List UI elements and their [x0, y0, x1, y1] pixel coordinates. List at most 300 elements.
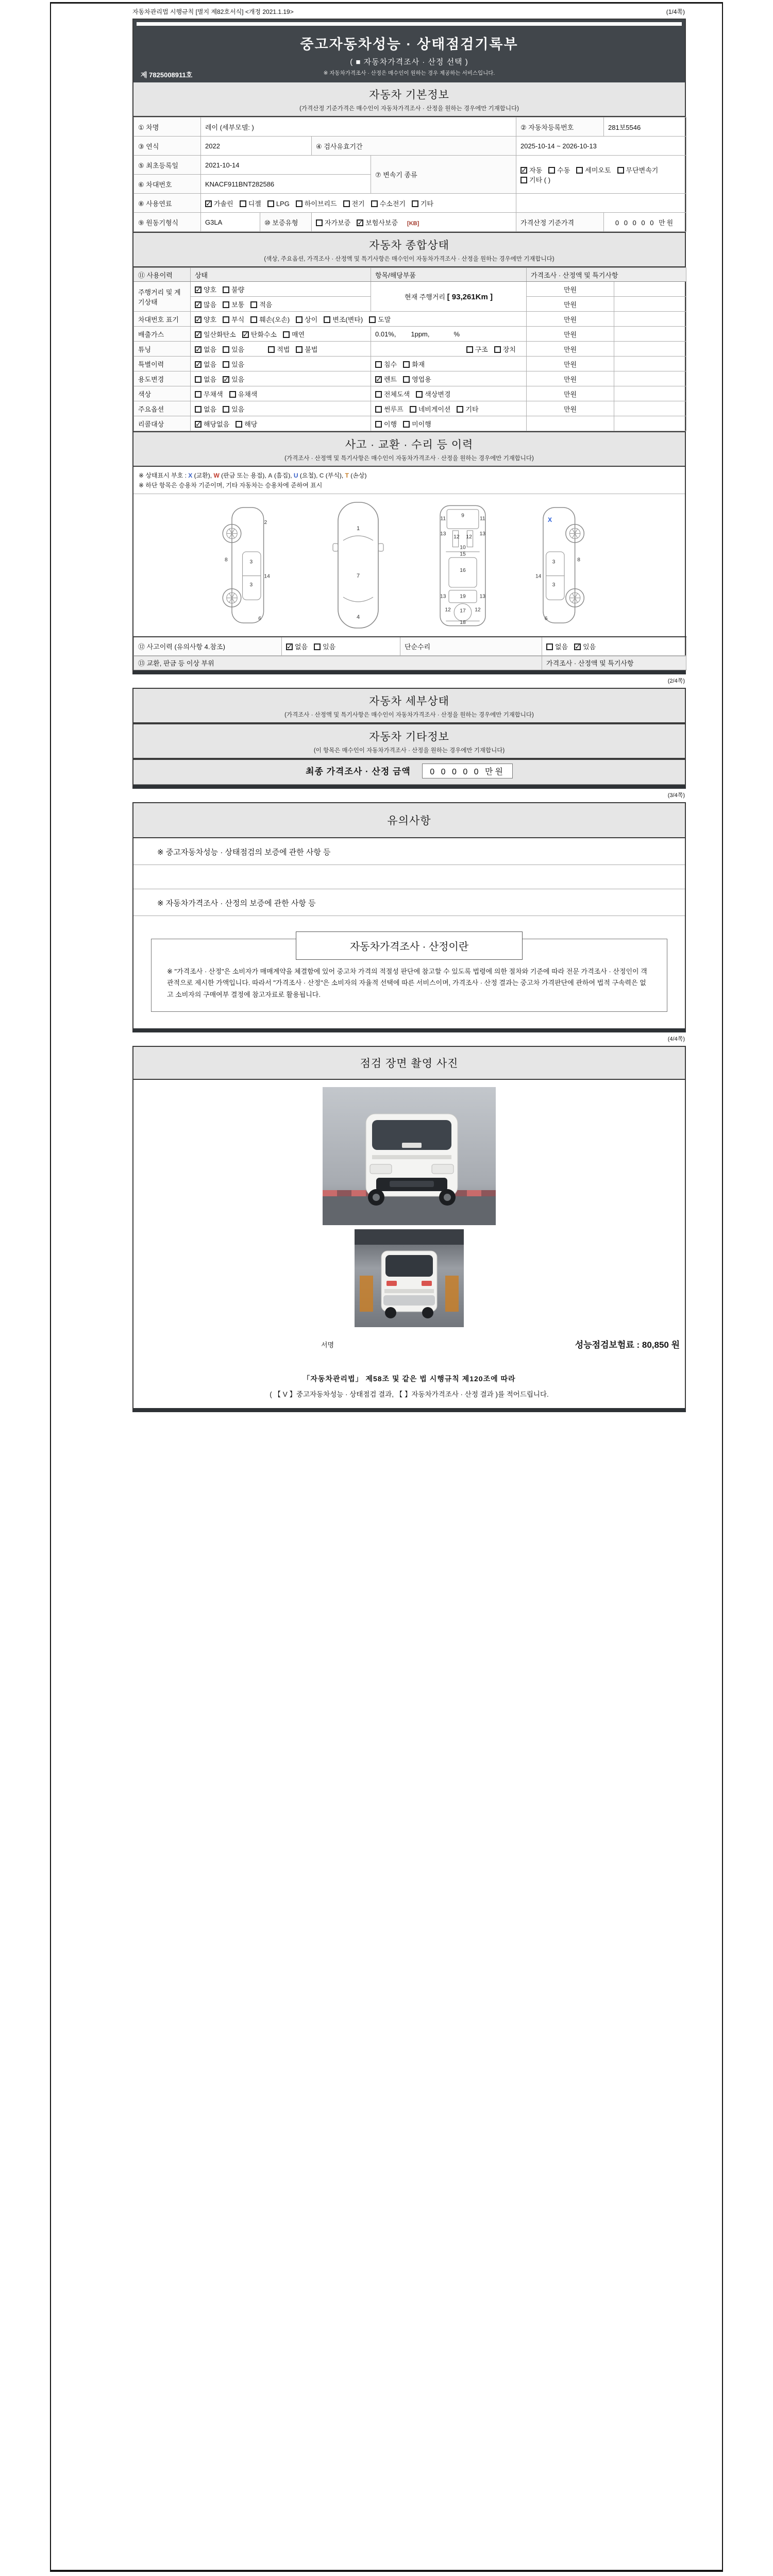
checkbox-option: [195, 404, 216, 414]
checkbox-label: 해당: [244, 420, 258, 428]
checkbox[interactable]: [375, 376, 382, 383]
state-cell: [191, 327, 371, 342]
checkbox-label: 기타 ( ): [529, 176, 551, 184]
panel-number: 6: [544, 616, 548, 622]
checkbox-label: 없음: [295, 642, 308, 651]
checkbox-label: 해당없음: [204, 420, 230, 428]
checkbox-option: [520, 165, 542, 175]
page-marker: (3/4쪽): [667, 792, 685, 799]
panel-damage-table: [133, 656, 686, 670]
checkbox-label: 기타: [465, 405, 479, 413]
checkbox[interactable]: [375, 406, 382, 413]
state-cell: [191, 342, 371, 357]
checkbox[interactable]: [375, 421, 382, 428]
checkbox-option: [267, 200, 290, 208]
checkbox[interactable]: [316, 219, 323, 226]
note-cell: [614, 342, 686, 357]
checkbox-option: [371, 198, 406, 208]
section-detail-header: [133, 689, 685, 723]
legend-code: (교환),: [192, 472, 214, 479]
checkbox-label: 가솔린: [214, 199, 233, 208]
column-header: 가격조사 · 산정액 및 특기사항: [542, 656, 686, 670]
table-header-row: [134, 656, 686, 670]
checkbox-option: [236, 419, 257, 429]
column-header: ⑪ 사용이력: [134, 268, 191, 282]
checkbox-option: [283, 329, 305, 339]
document-frame: [50, 2, 723, 2572]
checkbox-option: [223, 314, 244, 324]
checkbox-option: [576, 165, 611, 175]
checkbox[interactable]: [403, 361, 410, 368]
checkbox-option: [195, 329, 236, 339]
checkbox[interactable]: [617, 167, 624, 174]
checkbox-group: [195, 316, 397, 324]
column-header: 항목/해당부품: [371, 268, 527, 282]
checkbox-label: 없음: [204, 360, 217, 368]
inspection-photos: [133, 1080, 685, 1331]
checkbox[interactable]: [223, 406, 229, 413]
state-cell: [191, 386, 371, 401]
section-basic-info-header: [133, 82, 685, 117]
checkbox[interactable]: [223, 346, 229, 353]
checkbox[interactable]: [195, 346, 201, 353]
checkbox-option: [314, 641, 335, 651]
checkbox-label: 침수: [384, 360, 397, 368]
checkbox[interactable]: [195, 286, 201, 293]
footer-line-1: 「자동차관리법」 제58조 및 같은 법 시행규칙 제120조에 따라: [303, 1374, 516, 1383]
checkbox-option: [286, 641, 308, 651]
vin-label: ⑥ 차대번호: [134, 175, 201, 194]
checkbox[interactable]: [195, 331, 201, 338]
odometer-cell: [371, 282, 527, 312]
simple-repair-options: [542, 637, 686, 655]
checkbox-option: [375, 404, 404, 414]
note-cell: [614, 282, 686, 297]
checkbox-group: [195, 376, 250, 383]
checkbox[interactable]: [283, 331, 290, 338]
checkbox-option: [375, 374, 397, 384]
checkbox[interactable]: [240, 200, 246, 207]
checkbox-label: 전체도색: [384, 390, 410, 398]
item-cell: [371, 401, 527, 416]
checkbox[interactable]: [546, 643, 553, 650]
price-cell: 만원: [527, 342, 614, 357]
checkbox[interactable]: [375, 361, 382, 368]
checkbox[interactable]: [574, 643, 581, 650]
legend-code: C: [319, 472, 324, 479]
item-cell: 0.01%, 1ppm, %: [371, 327, 527, 342]
checkbox-option: [316, 217, 350, 227]
year-label: ③ 연식: [134, 137, 201, 156]
checkbox-label: 무채색: [204, 390, 223, 398]
checkbox-group: [195, 405, 250, 413]
table-row: [134, 327, 686, 342]
document-footer: [133, 1374, 685, 1408]
car-view-3: [427, 499, 499, 632]
note-cell: [614, 371, 686, 386]
checkbox[interactable]: [371, 200, 378, 207]
checkbox[interactable]: [236, 421, 242, 428]
legend-code: ※ 상태표시 부호 :: [139, 472, 189, 479]
checkbox-label: 미이행: [412, 420, 431, 428]
first-reg-value: 2021-10-14: [201, 156, 371, 175]
accident-history-options: [282, 637, 400, 655]
panel-number: 3: [552, 559, 556, 565]
panel-number: 12: [475, 607, 481, 613]
fuel-empty-cell: [516, 194, 686, 213]
signature-row: [133, 1336, 685, 1352]
note-cell: [614, 357, 686, 371]
checkbox[interactable]: [223, 316, 229, 323]
table-row: [134, 282, 686, 297]
panel-number: 12: [445, 607, 451, 613]
price-definition-title: 자동차가격조사 · 산정이란: [296, 931, 523, 960]
state-code-legend: [139, 471, 680, 480]
table-row: [134, 342, 686, 357]
checkbox-option: [223, 374, 244, 384]
checkbox[interactable]: [223, 301, 229, 308]
checkbox[interactable]: [223, 376, 229, 383]
final-price-label: 최종 가격조사 · 산정 금액: [306, 766, 411, 776]
checkbox[interactable]: [520, 177, 527, 183]
item-cell: [371, 386, 527, 401]
base-price-label: 가격산정 기준가격: [516, 213, 604, 232]
checkbox[interactable]: [296, 200, 303, 207]
panel-number: 9: [461, 513, 464, 519]
checkbox[interactable]: [205, 200, 212, 207]
checkbox-label: 보험사보증: [365, 218, 398, 227]
item-cell: [371, 371, 527, 386]
checkbox-label: 많음: [204, 300, 217, 309]
checkbox-label: 기타: [420, 199, 434, 208]
overall-title: 자동차 종합상태: [369, 240, 449, 251]
accident-title: 사고 · 교환 · 수리 등 이력: [345, 439, 474, 451]
checkbox-option: [548, 165, 570, 175]
checkbox-label: 장치: [502, 345, 516, 353]
row-label: 주요옵션: [134, 401, 191, 416]
table-row: [134, 416, 686, 431]
checkbox-label: 있음: [231, 360, 245, 368]
checkbox-label: 하이브리드: [304, 199, 337, 208]
checkbox[interactable]: [576, 167, 583, 174]
checkbox-option: [250, 299, 272, 309]
panel-number: 13: [479, 594, 485, 600]
checkbox[interactable]: [343, 200, 350, 207]
checkbox[interactable]: [324, 316, 330, 323]
legend-code: (부식),: [324, 472, 345, 479]
table-row: [134, 386, 686, 401]
checkbox[interactable]: [250, 301, 257, 308]
note-cell: [614, 386, 686, 401]
checkbox-label: 수동: [557, 166, 570, 174]
panel-number: 17: [460, 608, 466, 614]
checkbox-label: 부식: [231, 315, 245, 324]
accident-history-group: [286, 643, 342, 651]
checkbox-group: [375, 405, 485, 413]
panel-number: 14: [535, 573, 542, 580]
checkbox-label: 없음: [204, 345, 217, 353]
panel-number: 3: [552, 582, 556, 588]
legend-code: X: [188, 472, 193, 479]
photos-title: 점검 장면 촬영 사진: [360, 1057, 459, 1070]
table-row: [134, 371, 686, 386]
footer-line-2: ( 【 V 】중고자동차성능 · 상태점검 결과, 【 】자동차가격조사 · 산정 결과 )를 적어드립니다.: [270, 1390, 549, 1398]
checkbox[interactable]: [314, 643, 321, 650]
checkbox-label: 있음: [231, 375, 245, 383]
checkbox-option: [457, 404, 478, 414]
checkbox[interactable]: [357, 219, 363, 226]
checkbox-option: [250, 314, 290, 324]
checkbox[interactable]: [195, 301, 201, 308]
checkbox[interactable]: [286, 643, 293, 650]
checkbox-label: 없음: [204, 405, 217, 413]
note-cell: [614, 297, 686, 312]
page-1: [132, 19, 686, 674]
panel-number: 19: [460, 594, 466, 600]
panel-number: 10: [460, 545, 466, 551]
checkbox-label: 네비게이션: [418, 405, 451, 413]
car-view-1: [217, 499, 290, 632]
checkbox-group: [375, 420, 438, 428]
checkbox-option: [375, 419, 397, 429]
checkbox-label: 수소전기: [379, 199, 406, 208]
checkbox-option: [268, 344, 290, 354]
panel-number: 15: [460, 551, 466, 557]
checkbox[interactable]: [369, 316, 376, 323]
checkbox-option: [296, 198, 337, 208]
price-cell: 만원: [527, 282, 614, 297]
legend-code: (흠집),: [272, 472, 294, 479]
checkbox-option: [369, 314, 391, 324]
price-definition-body: ※ "가격조사 · 산정"은 소비자가 매매계약을 체결함에 있어 중고차 가격의 적절성 판단에 참고할 수 있도록 법령에 의한 절차와 기준에 따라 전문 가격조사 · 산정인이 객관적으로 제시한 가액입니다. 따라서 "가격조사 · 산정"은 소비자의 자율적 선택에 따른 서비스이며, 가격조사 · 산정 결과는 중고차 가격판단에 관하여 법적 구속력은 없고 소비자의 구매여부 결정에 참고자료로 활용됩니다.: [167, 967, 647, 998]
checkbox-label: 무단변속기: [626, 166, 659, 174]
checkbox-label: 훼손(오손): [259, 315, 290, 324]
checkbox-label: 일산화탄소: [204, 330, 236, 338]
section-overall-header: [133, 232, 685, 267]
checkbox-label: 유채색: [238, 390, 258, 398]
table-header-row: [134, 268, 686, 282]
table-row: [134, 312, 686, 327]
checkbox-label: 전기: [351, 199, 365, 208]
checkbox-option: [195, 374, 216, 384]
note-cell: [614, 416, 686, 431]
year-value: 2022: [201, 137, 312, 156]
form-reference: 자동차관리법 시행규칙 [별지 제82호서식] <개정 2021.1.19>: [132, 8, 294, 15]
checkbox[interactable]: [403, 421, 410, 428]
note-cell: [614, 312, 686, 327]
panel-number: 13: [440, 594, 446, 600]
checkbox-group: [195, 361, 250, 368]
checkbox[interactable]: [412, 200, 418, 207]
panel-number: 16: [460, 568, 466, 574]
state-cell: [191, 312, 527, 327]
notice-block2-list: [133, 916, 685, 931]
checkbox-label: 적법: [277, 345, 290, 353]
state-cell: [191, 357, 371, 371]
checkbox[interactable]: [223, 286, 229, 293]
checkbox-option: [195, 314, 216, 324]
checkbox[interactable]: [229, 391, 236, 398]
inspection-premium: 성능점검보험료 : 80,850 원: [575, 1340, 680, 1350]
checkbox-option: [195, 419, 229, 429]
checkbox[interactable]: [195, 391, 201, 398]
row-label: 차대번호 표기: [134, 312, 191, 327]
panel-number: 6: [258, 616, 261, 622]
basic-info-subtitle: (가격산정 기준가격은 매수인이 자동차가격조사 · 산정을 원하는 경우에만 기재합니다): [299, 106, 519, 112]
checkbox-option: [296, 314, 317, 324]
panel-number: 8: [577, 557, 580, 563]
engine-type-label: ⑨ 원동기형식: [134, 213, 201, 232]
final-price-bar: [133, 759, 685, 785]
legend-code: (요철),: [298, 472, 320, 479]
title-stripe: [137, 22, 682, 26]
price-cell: 만원: [527, 386, 614, 401]
checkbox-label: 보통: [231, 300, 245, 309]
checkbox-label: 세미오토: [585, 166, 611, 174]
price-cell: 만원: [527, 312, 614, 327]
checkbox-option: [229, 389, 258, 399]
simple-repair-label: 단순수리: [400, 637, 542, 655]
checkbox-label: 화재: [412, 360, 425, 368]
vin-value: KNACF911BNT282586: [201, 175, 371, 194]
notice-body: [133, 838, 685, 1028]
column-header: 상태: [191, 268, 371, 282]
panel-number: 12: [466, 534, 472, 540]
checkbox[interactable]: [296, 316, 303, 323]
checkbox[interactable]: [242, 331, 249, 338]
checkbox-label: 없음: [204, 375, 217, 383]
checkbox-label: 있음: [231, 405, 245, 413]
checkbox-label: LPG: [276, 199, 290, 208]
checkbox-label: 렌트: [384, 375, 397, 383]
checkbox-option: [375, 389, 410, 399]
panel-number: 1: [356, 526, 360, 532]
page-marker: (4/4쪽): [667, 1036, 685, 1042]
checkbox-group: [268, 346, 324, 353]
note-cell: [614, 401, 686, 416]
checkbox-option: [375, 359, 397, 369]
state-cell: [191, 416, 371, 431]
checkbox-label: 있음: [583, 642, 596, 651]
checkbox-label: 불법: [305, 345, 318, 353]
transmission-options: [516, 156, 686, 194]
document-number: 제 7825008911호: [141, 71, 193, 79]
panel-number: 18: [460, 619, 466, 625]
checkbox[interactable]: [466, 346, 473, 353]
checkbox-option: [242, 329, 277, 339]
legend-code: (손상): [348, 472, 367, 479]
car-view-4: [529, 499, 601, 632]
document-subtitle: ( ■ 자동차가격조사 · 산정 선택 ): [350, 58, 468, 66]
checkbox-option: [195, 359, 216, 369]
checkbox-label: 영업용: [412, 375, 431, 383]
checkbox-label: 썬루프: [384, 405, 404, 413]
panel-number: 14: [264, 573, 270, 580]
checkbox-option: [574, 641, 596, 651]
row-label: 주행거리 및 계기상태: [134, 282, 191, 312]
checkbox-group: [375, 391, 457, 398]
checkbox-label: 자동: [529, 166, 543, 174]
checkbox[interactable]: [375, 391, 382, 398]
transmission-label: ⑦ 변속기 종류: [371, 156, 516, 194]
checkbox[interactable]: [403, 376, 410, 383]
price-cell: 만원: [527, 371, 614, 386]
checkbox[interactable]: [410, 406, 416, 413]
checkbox-group: [195, 420, 263, 428]
page-2: [132, 688, 686, 789]
panel-number: 7: [356, 573, 360, 579]
legend-code: (판금 또는 용접),: [219, 472, 268, 479]
panel-number: 4: [356, 614, 360, 620]
checkbox[interactable]: [223, 361, 229, 368]
row-label: 리콜대상: [134, 416, 191, 431]
checkbox[interactable]: [520, 167, 527, 174]
checkbox[interactable]: [195, 316, 201, 323]
checkbox[interactable]: [195, 376, 201, 383]
price-definition-box: [151, 939, 667, 1012]
checkbox-option: [223, 404, 244, 414]
state-cell: [191, 282, 371, 297]
checkbox-option: [223, 284, 244, 294]
engine-type-value: G3LA: [201, 213, 260, 232]
checkbox-label: 있음: [231, 345, 245, 353]
checkbox[interactable]: [548, 167, 555, 174]
checkbox[interactable]: [267, 200, 274, 207]
price-cell: 만원: [527, 327, 614, 342]
checkbox-option: [296, 344, 317, 354]
notice-block2-head: ※ 자동차가격조사 · 산정의 보증에 관한 사항 등: [133, 889, 685, 916]
checkbox[interactable]: [494, 346, 501, 353]
checkbox-option: [410, 404, 451, 414]
checkbox[interactable]: [416, 391, 423, 398]
checkbox[interactable]: [268, 346, 275, 353]
warranty-label: ⑩ 보증유형: [260, 213, 312, 232]
item-cell: [371, 342, 527, 357]
checkbox[interactable]: [195, 361, 201, 368]
checkbox[interactable]: [195, 406, 201, 413]
checkbox-label: 양호: [204, 285, 217, 294]
panel-number: 8: [224, 557, 228, 563]
first-reg-label: ⑤ 최초등록일: [134, 156, 201, 175]
document-title-block: [133, 20, 685, 82]
checkbox-option: [403, 359, 425, 369]
checkbox[interactable]: [250, 316, 257, 323]
checkbox-group: [375, 376, 438, 383]
checkbox-option: [223, 344, 244, 354]
price-cell: 만원: [527, 357, 614, 371]
damage-mark-x: X: [548, 516, 552, 524]
checkbox[interactable]: [457, 406, 463, 413]
overall-subtitle: (색상, 주요옵션, 가격조사 · 산정액 및 특기사항은 매수인이 자동차가격조사 · 산정을 원하는 경우에만 기재합니다): [264, 256, 554, 262]
checkbox[interactable]: [195, 421, 201, 428]
checkbox-label: 매연: [292, 330, 305, 338]
checkbox-option: [195, 344, 216, 354]
base-price-value: 0 0 0 0 0 만원: [604, 213, 686, 232]
table-row: [134, 357, 686, 371]
fuel-options: [201, 194, 516, 213]
car-name-label: ① 차명: [134, 117, 201, 137]
checkbox-group: [195, 286, 250, 294]
checkbox-option: [416, 389, 450, 399]
checkbox-option: [240, 198, 261, 208]
legend-note: ※ 하단 항목은 승용차 기준이며, 기타 자동차는 승용차에 준하여 표시: [139, 482, 323, 489]
state-cell: [191, 401, 371, 416]
checkbox-option: [195, 299, 216, 309]
row-label: 색상: [134, 386, 191, 401]
checkbox[interactable]: [296, 346, 303, 353]
warranty-options-group: [316, 219, 404, 227]
price-cell: [527, 416, 614, 431]
